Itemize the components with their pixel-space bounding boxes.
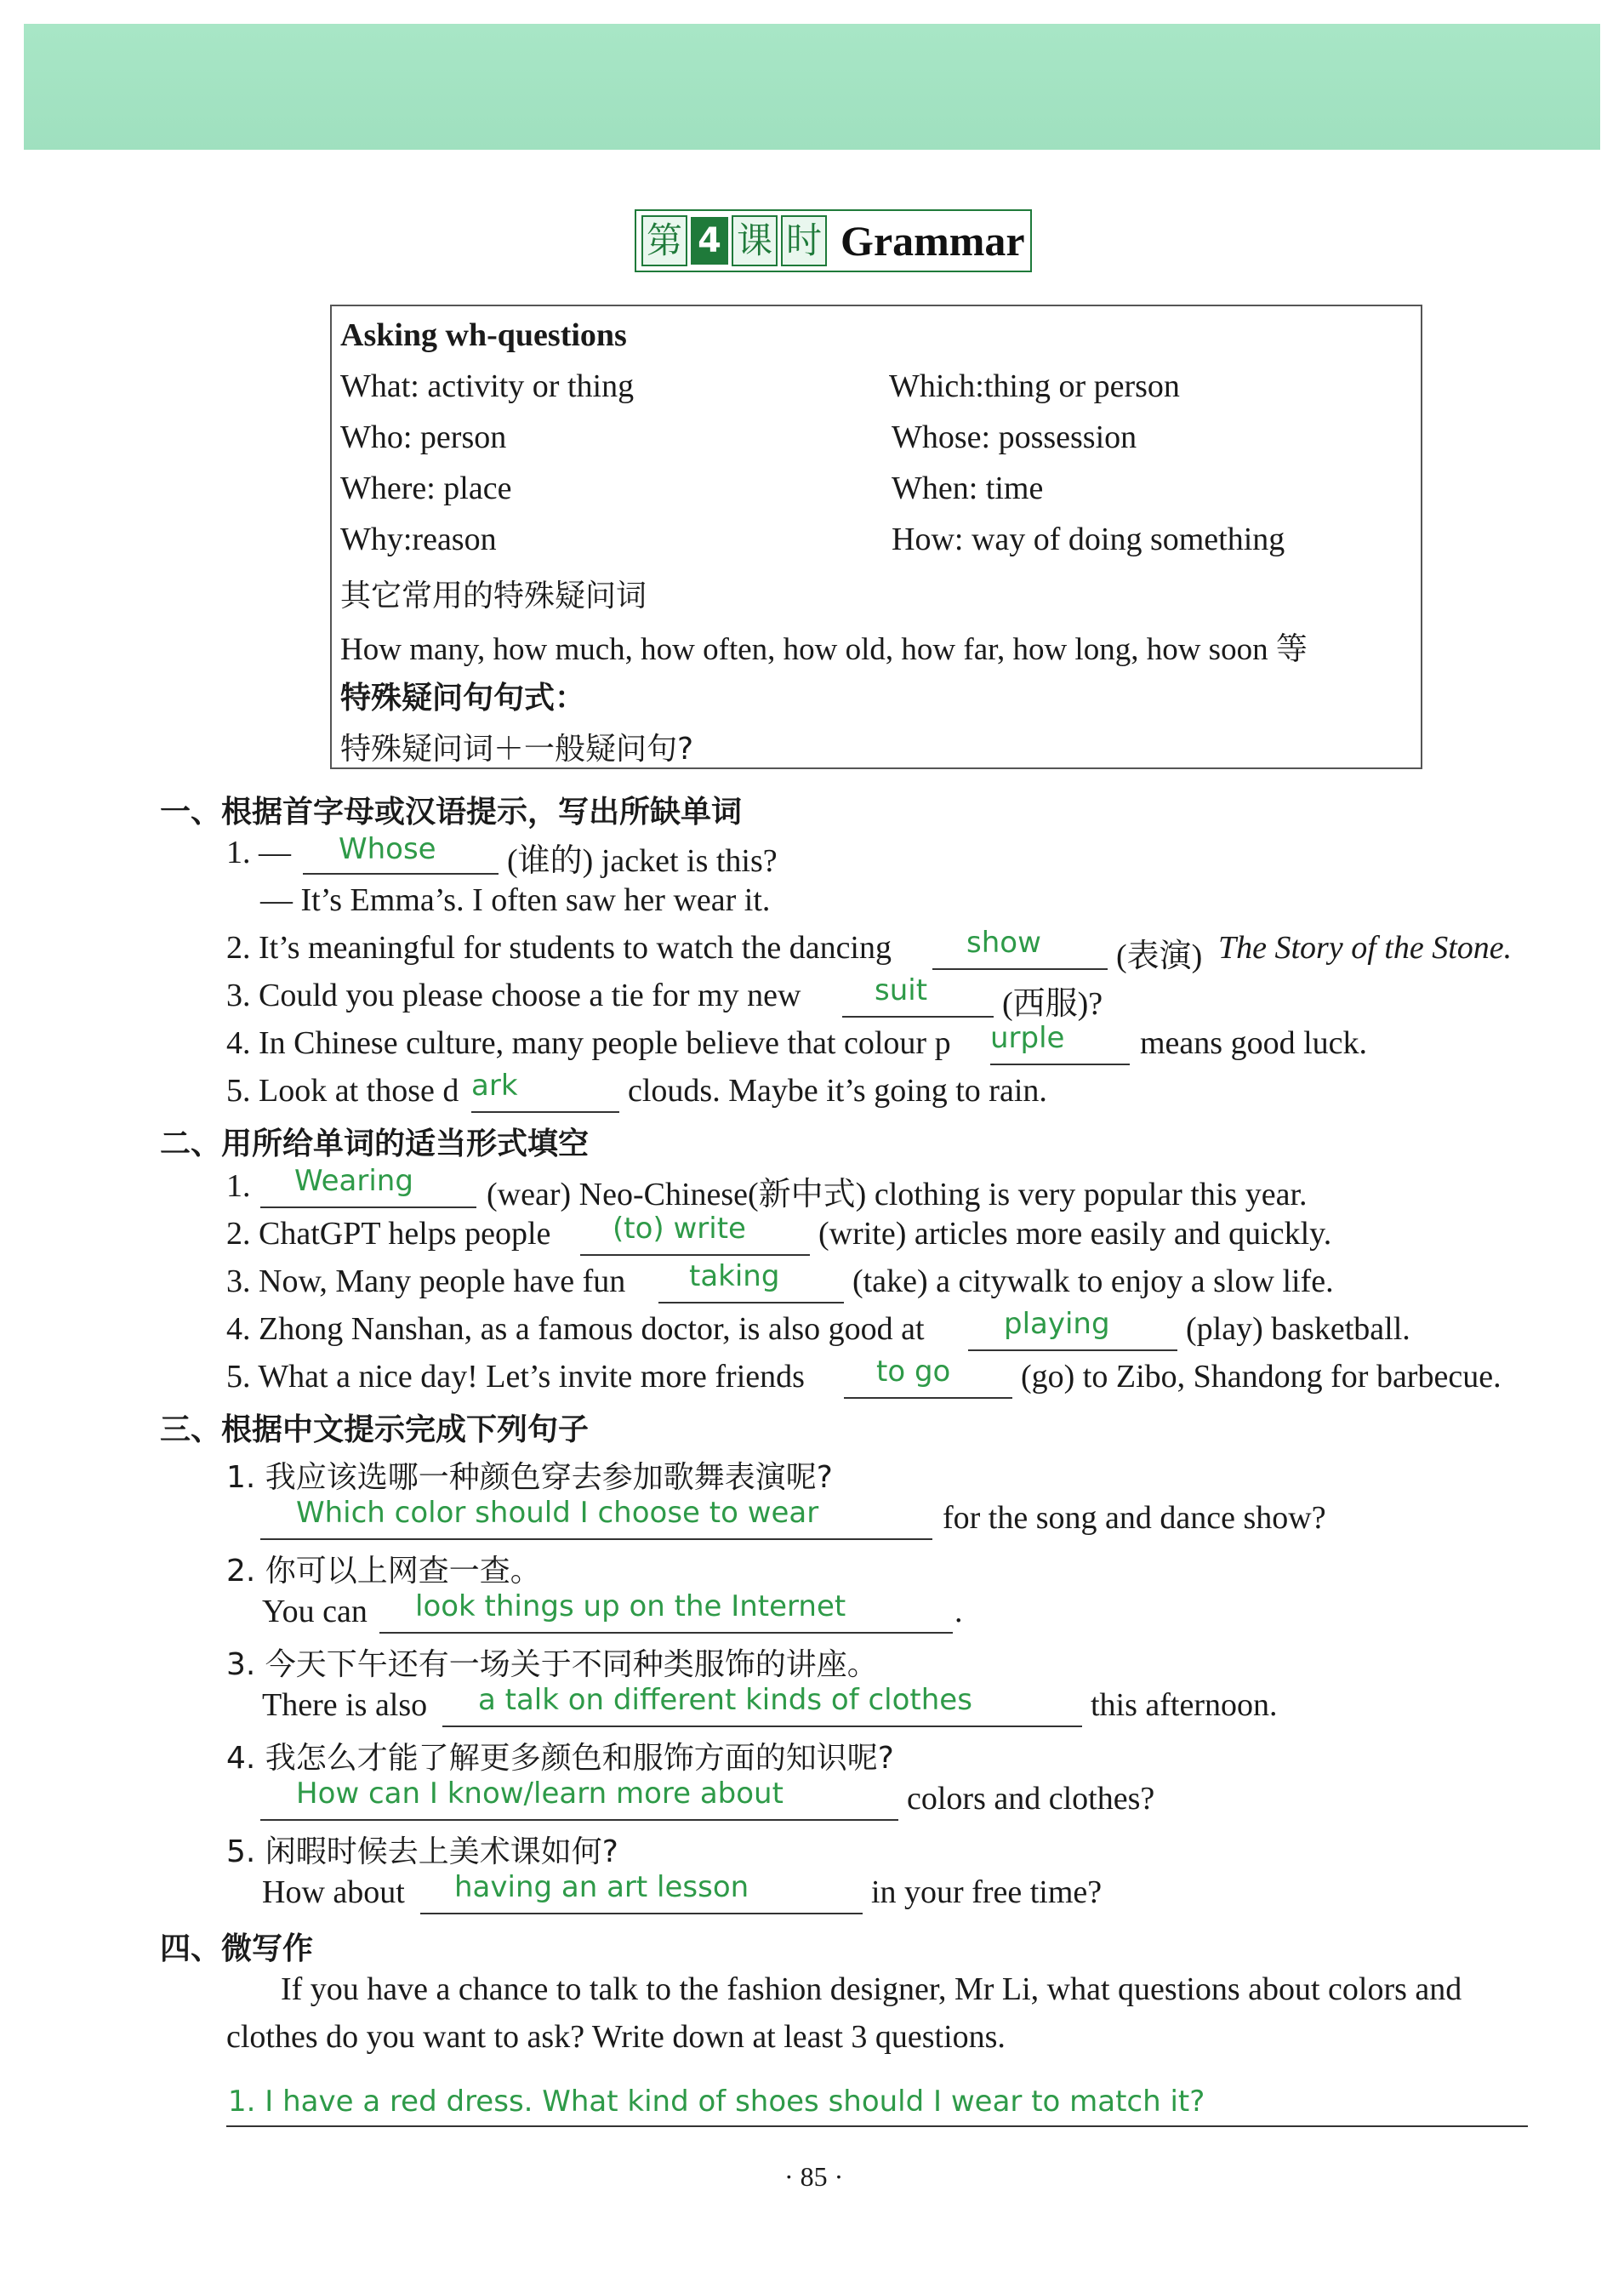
- s1-q2-post: (表演): [1116, 938, 1203, 974]
- s3-q1-answer: Which color should I choose to wear: [296, 1496, 819, 1530]
- s4-prompt-line1: If you have a chance to talk to the fashion designer, Mr Li, what questions about colors and: [281, 1971, 1462, 2007]
- s2-q4-answer: playing: [1004, 1307, 1110, 1341]
- s2-q5-answer: to go: [876, 1355, 951, 1389]
- rule-where: Where: place: [340, 471, 512, 506]
- s1-q4-answer: urple: [990, 1021, 1065, 1055]
- rule-what: What: activity or thing: [340, 368, 635, 404]
- s1-q5-pre: 5. Look at those d: [226, 1073, 459, 1109]
- lesson-prefix: 第: [641, 215, 687, 266]
- s4-answer: 1. I have a red dress. What kind of shoes should I wear to match it?: [228, 2085, 1205, 2119]
- s1-q4-post: means good luck.: [1140, 1025, 1368, 1061]
- s2-q1-answer: Wearing: [294, 1164, 413, 1198]
- s3-q2-pre: You can: [262, 1594, 368, 1629]
- rule-when: When: time: [892, 471, 1044, 506]
- s1-q1-line2: — It’s Emma’s. I often saw her wear it.: [260, 882, 771, 918]
- s1-q2-pre: 2. It’s meaningful for students to watch the dancing: [226, 930, 892, 966]
- s3-q4-post: colors and clothes?: [907, 1781, 1155, 1817]
- s2-q5-post: (go) to Zibo, Shandong for barbecue.: [1021, 1359, 1501, 1395]
- s3-q2-post: .: [954, 1594, 963, 1629]
- s4-prompt-line2: clothes do you want to ask? Write down at least 3 questions.: [226, 2019, 1006, 2055]
- s1-q3-post: (西服)?: [1002, 986, 1103, 1022]
- lesson-english: Grammar: [840, 217, 1025, 265]
- section3-title: 三、根据中文提示完成下列句子: [160, 1412, 590, 1447]
- header-band: [24, 24, 1600, 150]
- s2-q2-pre: 2. ChatGPT helps people: [226, 1216, 551, 1252]
- s2-q1-post: (wear) Neo-Chinese(新中式) clothing is very popular this year.: [487, 1177, 1308, 1212]
- s3-q3-post: this afternoon.: [1091, 1687, 1278, 1723]
- s1-q3-pre: 3. Could you please choose a tie for my new: [226, 978, 801, 1013]
- rules-pattern: 特殊疑问词＋一般疑问句?: [340, 732, 694, 767]
- s1-q4-pre: 4. In Chinese culture, many people believe that colour p: [226, 1025, 951, 1061]
- rule-who: Who: person: [340, 419, 507, 455]
- rules-other-words: How many, how much, how often, how old, how far, how long, how soon 等: [340, 632, 1308, 667]
- section2-title: 二、用所给单词的适当形式填空: [160, 1127, 590, 1161]
- s1-q2-post-title: The Story of the Stone.: [1218, 930, 1513, 966]
- s3-q5-answer: having an art lesson: [454, 1870, 749, 1904]
- s3-q4-cn: 4. 我怎么才能了解更多颜色和服饰方面的知识呢?: [226, 1741, 894, 1776]
- rule-why: Why:reason: [340, 522, 497, 557]
- s1-q5-post: clouds. Maybe it’s going to rain.: [628, 1073, 1047, 1109]
- s2-q2-post: (write) articles more easily and quickly.: [818, 1216, 1332, 1252]
- s1-q1-pre: 1. —: [226, 835, 291, 870]
- rule-whose: Whose: possession: [892, 419, 1137, 455]
- lesson-title: [635, 209, 1032, 272]
- rules-pattern-label: 特殊疑问句句式：: [340, 681, 586, 716]
- s1-q5-answer: ark: [471, 1069, 518, 1103]
- s1-q1-post: (谁的) jacket is this?: [507, 843, 778, 879]
- s1-q2-answer: show: [966, 926, 1041, 960]
- section1-title: 一、根据首字母或汉语提示，写出所缺单词: [160, 795, 743, 830]
- s2-q2-answer: (to) write: [613, 1212, 746, 1246]
- s2-q3-answer: taking: [689, 1259, 780, 1293]
- s3-q4-answer: How can I know/learn more about: [296, 1777, 784, 1811]
- s2-q5-pre: 5. What a nice day! Let’s invite more friends: [226, 1359, 805, 1395]
- s3-q5-pre: How about: [262, 1874, 405, 1910]
- s2-q4-pre: 4. Zhong Nanshan, as a famous doctor, is also good at: [226, 1311, 925, 1347]
- lesson-unit1: 课: [732, 215, 778, 266]
- s3-q3-cn: 3. 今天下午还有一场关于不同种类服饰的讲座。: [226, 1647, 878, 1682]
- s2-q3-pre: 3. Now, Many people have fun: [226, 1263, 626, 1299]
- s2-q4-post: (play) basketball.: [1186, 1311, 1410, 1347]
- rule-which: Which:thing or person: [889, 368, 1180, 404]
- s3-q1-post: for the song and dance show?: [943, 1500, 1326, 1536]
- s3-q2-cn: 2. 你可以上网查一查。: [226, 1554, 541, 1589]
- lesson-number: 4: [691, 217, 728, 265]
- lesson-unit2: 时: [781, 215, 827, 266]
- section4-title: 四、微写作: [160, 1931, 314, 1966]
- s2-q3-post: (take) a citywalk to enjoy a slow life.: [852, 1263, 1334, 1299]
- s3-q5-cn: 5. 闲暇时候去上美术课如何?: [226, 1834, 618, 1869]
- s3-q5-post: in your free time?: [871, 1874, 1103, 1910]
- page-number: · 85 ·: [784, 2161, 844, 2192]
- rules-heading: Asking wh-questions: [340, 317, 627, 353]
- s3-q1-cn: 1. 我应该选哪一种颜色穿去参加歌舞表演呢?: [226, 1460, 833, 1495]
- s3-q3-answer: a talk on different kinds of clothes: [478, 1683, 972, 1717]
- s2-q1-pre: 1.: [226, 1168, 251, 1204]
- s4-writing-line[interactable]: [226, 2125, 1528, 2127]
- rules-other-label: 其它常用的特殊疑问词: [340, 579, 647, 613]
- s1-q3-answer: suit: [875, 973, 928, 1007]
- s3-q3-pre: There is also: [262, 1687, 428, 1723]
- s3-q2-answer: look things up on the Internet: [415, 1589, 846, 1623]
- s1-q1-answer: Whose: [339, 832, 436, 866]
- rule-how: How: way of doing something: [892, 522, 1285, 557]
